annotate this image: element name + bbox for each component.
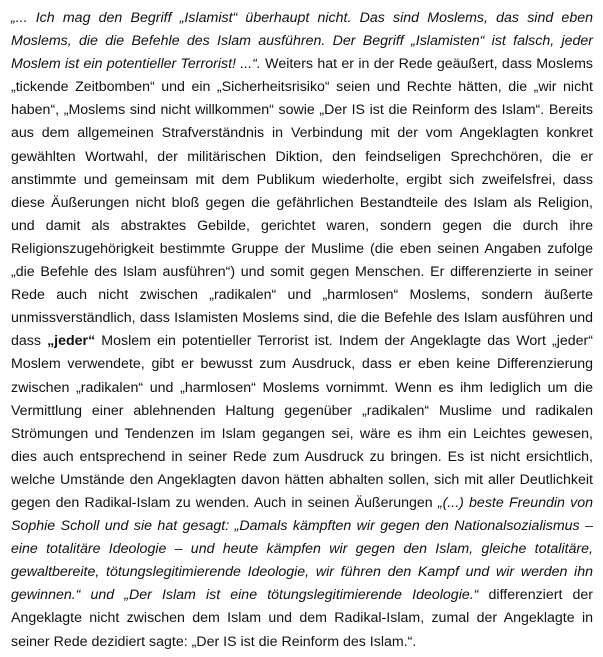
quote-segment-opening: „... Ich mag den Begriff „Islamist“ überhaupt nicht. Das sind Moslems, das sind eben Moslems, die die Befehle des Islam ausführen. Der Begriff „Islamisten“ ist falsch, jeder Moslem ist ein potentieller Terrorist! ...“.: [11, 10, 593, 73]
text-segment-2: Moslem ein potentieller Terrorist ist. Indem der Angeklagte das Wort „jeder“ Moslem verwendete, gibt er bewusst zum Ausdruck, dass er eben keine Differenzierung zwischen „radikalen“ und „harmlosen“ Moslems vornimmt. Wenn es ihm lediglich um die Vermittlung einer ablehnenden Haltung gegenüber „radikalen“ Muslime und radikalen Strömungen und Tendenzen im Islam gegangen sei, wäre es ihm ein Leichtes gewesen, dies auch entsprechend in seiner Rede zum Ausdruck zu bringen. Es ist nicht ersichtlich, welche Umstände den Angeklagten davon hätten abhalten sollen, sich mit aller Deutlichkeit gegen den Radikal-Islam zu wenden. Auch in seinen Äußerungen: [11, 333, 593, 511]
paragraph: [11, 7, 593, 654]
quote-segment-scholl: „(...) beste Freundin von Sophie Scholl und sie hat gesagt: „Damals kämpften wir gegen den Nationalsozialismus – eine totalitäre Ideologie – und heute kämpfen wir gegen den Islam, gleiche totalitäre, gewaltbereite, tötungslegitimierende Ideologie, wir führen den Kampf und wir werden ihn gewinnen.“ und „Der Islam ist eine tötungslegitimierende Ideologie.“: [11, 494, 593, 604]
text-segment-1: Weiters hat er in der Rede geäußert, dass Moslems „tickende Zeitbomben“ und ein „Sicherheitsrisiko“ seien und Rechte hätten, die „wir nicht haben“, „Moslems sind nicht willkommen“ sowie „Der IS ist die Reinform des Islam“. Bereits aus dem allgemeinen Strafverständnis in Verbindung mit der vom Angeklagten konkret gewählten Wortwahl, der militärischen Diktion, den feindseligen Sprechchören, die er anstimmte und gemeinsam mit dem Publikum wiederholte, ergibt sich zweifelsfrei, dass diese Äußerungen nicht bloß gegen die gefährlichen Bestandteile des Islam als Religion, und damit als abstraktes Gebilde, gerichtet waren, sondern gegen die durch ihre Religionszugehörigkeit bestimmte Gruppe der Muslime (die eben seinen Angaben zufolge „die Befehle des Islam ausführen“) und somit gegen Menschen. Er differenzierte in seiner Rede auch nicht zwischen „radikalen“ und „harmlosen“ Moslems, sondern äußerte unmissverständlich, dass Islamisten Moslems sind, die die Befehle des Islam ausführen und dass: [11, 56, 593, 350]
bold-segment-jeder: „jeder“: [47, 333, 96, 350]
text-segment-closing: differenziert der Angeklagte nicht zwischen dem Islam und dem Radikal-Islam, zumal der Angeklagte in seiner Rede dezidiert sagte: „Der IS ist die Reinform des Islam.“.: [11, 587, 594, 650]
